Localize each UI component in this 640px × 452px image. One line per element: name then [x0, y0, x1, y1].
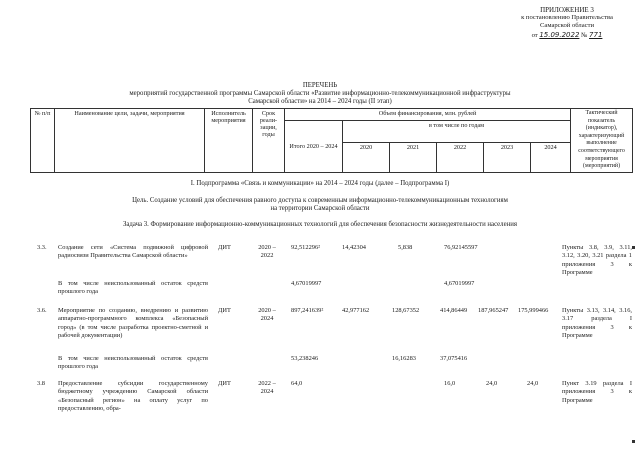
row-total: 897,241639²	[291, 307, 324, 314]
row-exec: ДИТ	[218, 244, 231, 251]
header-col-term: Срок реали-зации, годы	[253, 109, 285, 173]
row-total: 4,67019997	[291, 280, 322, 287]
handwritten-number: 771	[589, 30, 603, 39]
header-col-indicator: Тактический показатель (индикатор), характеризующий выполнение соответствующего мероприятия (мероприятий)	[571, 109, 633, 173]
row-2022: 37,075416	[440, 355, 468, 362]
row-2024: 175,999466	[518, 307, 549, 314]
appendix-line-2: Самарской области	[540, 22, 594, 30]
margin-mark	[632, 440, 635, 443]
row-2020: 42,977162	[342, 307, 370, 314]
header-col-funding: Объем финансирования, млн. рублей	[285, 109, 571, 121]
number-prefix: №	[581, 31, 588, 39]
row-2024: 24,0	[527, 380, 539, 387]
row-term: 2020 – 2024	[258, 307, 276, 323]
header-year-2024: 2024	[531, 142, 571, 172]
goal-line-2: на территории Самарской области	[270, 205, 370, 212]
row-name: В том числе неиспользованный остаток средств прошлого года	[58, 355, 208, 371]
row-exec: ДИТ	[218, 307, 231, 314]
header-col-num: № п/п	[31, 109, 55, 173]
margin-mark	[632, 246, 635, 249]
header-col-name: Наименование цели, задачи, мероприятия	[55, 109, 205, 173]
row-num: 3.3.	[37, 244, 47, 251]
row-total: 53,238246	[291, 355, 319, 362]
header-year-2023: 2023	[484, 142, 531, 172]
header-years-group: в том числе по годам	[343, 121, 571, 143]
row-2021: 16,16283	[392, 355, 416, 362]
table-header	[30, 108, 633, 173]
row-2022: 16,0	[444, 380, 456, 387]
appendix-heading: ПРИЛОЖЕНИЕ 3	[540, 6, 594, 14]
goal-line-1: Цель. Создание условий для обеспечения равного доступа к современным информационно-телекоммуникационным технологиям	[132, 197, 508, 204]
row-2022: 4,67019997	[444, 280, 475, 287]
title-line-1: мероприятий государственной программы Самарской области «Развитие информационно-телекоммуникационной инфраструктуры	[129, 90, 511, 97]
header-col-exec: Исполнитель мероприятия	[205, 109, 253, 173]
row-exec: ДИТ	[218, 380, 231, 387]
row-term: 2022 – 2024	[258, 380, 276, 396]
row-indicator: Пункты 3.8, 3.9, 3.11, 3.12, 3.20, 3.21 раздела 1 приложения 3 к Программе	[562, 244, 632, 277]
row-indicator: Пункт 3.19 раздела I приложения 3 к Программе	[562, 380, 632, 404]
row-2020: 14,42304	[342, 244, 366, 251]
header-year-2021: 2021	[390, 142, 437, 172]
document-title: ПЕРЕЧЕНЬ	[302, 82, 338, 89]
title-line-2: Самарской области» на 2014 – 2024 годы (II этап)	[248, 98, 392, 105]
row-indicator: Пункты 3.13, 3.14, 3.16, 3.17 раздела I приложения 3 к Программе	[562, 307, 632, 340]
task-heading: Задача 3. Формирование информационно-коммуникационных технологий для обеспечения безопасности жизнедеятельности населения	[122, 221, 517, 228]
row-2021: 128,67352	[392, 307, 420, 314]
row-2021: 5,838	[398, 244, 413, 251]
row-2023: 24,0	[486, 380, 498, 387]
row-name: Предоставление субсидии государственному бюджетному учреждению Самарской области «Безопасный регион» на оплату услуг по предоставлению, обра-	[58, 380, 208, 413]
row-2022: 76,92145597	[444, 244, 478, 251]
handwritten-date: 15.09.2022	[539, 30, 580, 39]
row-term: 2020 – 2022	[258, 244, 276, 260]
row-2023: 187,965247	[478, 307, 509, 314]
row-2022: 414,86449	[440, 307, 468, 314]
row-num: 3.6.	[37, 307, 47, 314]
appendix-line-1: к постановлению Правительства	[521, 14, 613, 22]
appendix-date-line	[502, 31, 632, 40]
header-year-2022: 2022	[437, 142, 484, 172]
header-col-total: Итого 2020 – 2024	[285, 121, 343, 173]
header-year-2020: 2020	[343, 142, 390, 172]
row-num: 3.8	[37, 380, 45, 387]
subprogram-heading: I. Подпрограмма «Связь и коммуникации» на 2014 – 2024 годы (далее – Подпрограмма I)	[190, 180, 450, 187]
date-prefix: от	[531, 31, 538, 39]
row-name: Мероприятие по созданию, внедрению и развитию аппаратно-программного комплекса «Безопасный город» (в том числе разработка проектно-сметной и рабочей документации)	[58, 307, 208, 340]
appendix-block	[502, 6, 632, 40]
row-total: 64,0	[291, 380, 303, 387]
row-name: Создание сети «Система подвижной цифровой радиосвязи Правительства Самарской области»	[58, 244, 208, 260]
row-name: В том числе неиспользованный остаток средств прошлого года	[58, 280, 208, 296]
row-total: 92,512296²	[291, 244, 321, 251]
